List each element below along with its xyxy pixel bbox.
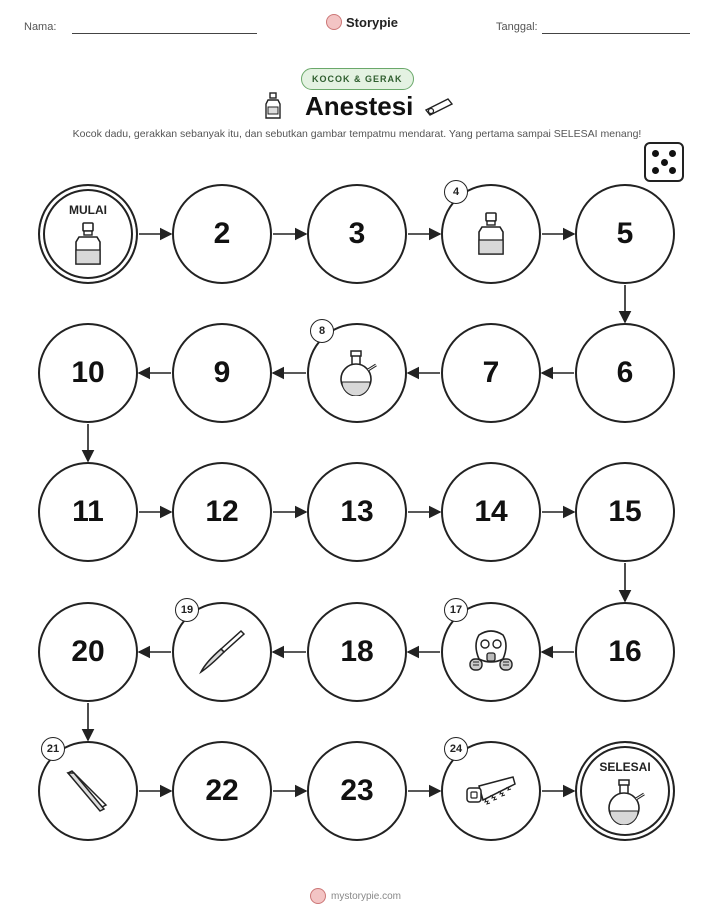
gas-mask-icon	[467, 629, 515, 675]
board-space	[441, 462, 541, 562]
space-number: 7	[482, 356, 500, 389]
space-number-badge: 19	[175, 598, 199, 622]
space-number: 13	[340, 495, 374, 528]
space-number-badge: 4	[444, 180, 468, 204]
space-number: 20	[71, 635, 105, 668]
board-space	[38, 602, 138, 702]
board-space	[575, 184, 675, 284]
saw-icon	[465, 774, 517, 808]
space-number-badge: 21	[41, 737, 65, 761]
scalpel-icon	[199, 629, 245, 675]
board-space	[172, 184, 272, 284]
board-space	[172, 462, 272, 562]
instructions: Kocok dadu, gerakkan sebanyak itu, dan sebutkan gambar tempatmu mendarat. Yang pertama sampai SELESAI menang!	[72, 128, 642, 140]
space-number: 16	[608, 635, 642, 668]
category-badge: KOCOK & GERAK	[301, 68, 414, 90]
space-number: 18	[340, 635, 374, 668]
space-number: 22	[205, 774, 239, 807]
space-number-badge: 8	[310, 319, 334, 343]
space-number: 14	[474, 495, 508, 528]
start-space	[38, 184, 138, 284]
space-number: 9	[213, 356, 231, 389]
space-number: 11	[72, 495, 104, 528]
space-number: 23	[340, 774, 374, 807]
name-label: Nama:	[24, 21, 57, 33]
footer-url: mystorypie.com	[331, 890, 402, 902]
start-label: MULAI	[69, 203, 107, 217]
board-space	[38, 323, 138, 423]
space-number-badge: 17	[444, 598, 468, 622]
board-space	[575, 462, 675, 562]
brand-name: Storypie	[346, 14, 399, 30]
board-space	[307, 741, 407, 841]
space-number: 6	[616, 356, 634, 389]
page-title: Anestesi	[305, 91, 414, 121]
board-space	[441, 323, 541, 423]
board-space	[575, 602, 675, 702]
space-number: 2	[213, 217, 231, 250]
board-space	[172, 323, 272, 423]
date-label: Tanggal:	[496, 21, 538, 33]
round-flask-icon	[604, 779, 646, 830]
board-space	[307, 184, 407, 284]
space-number: 12	[205, 495, 239, 528]
space-number-badge: 24	[444, 737, 468, 761]
finish-label: SELESAI	[599, 760, 651, 774]
space-number: 15	[608, 495, 642, 528]
finish-space	[575, 741, 675, 841]
tweezers-icon	[65, 768, 111, 814]
vial-icon	[73, 222, 103, 271]
space-number: 5	[616, 217, 634, 250]
board-space	[307, 462, 407, 562]
round-flask-icon	[336, 350, 378, 396]
space-number: 10	[71, 356, 105, 389]
board-space	[575, 323, 675, 423]
vial-icon	[476, 212, 506, 256]
pig-mascot-icon	[310, 888, 326, 904]
board-space	[38, 462, 138, 562]
space-number: 3	[348, 217, 366, 250]
board-space	[172, 741, 272, 841]
board-space	[307, 602, 407, 702]
footer	[310, 888, 401, 904]
